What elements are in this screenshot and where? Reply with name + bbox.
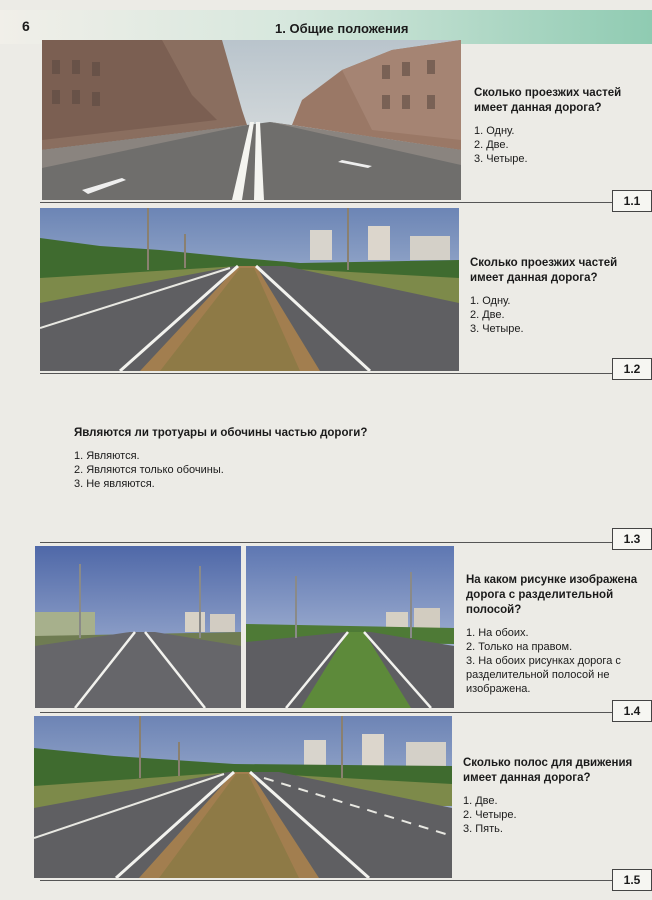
answer-option: 3. Четыре. [470,323,524,335]
answer-option: 2. Только на правом. [466,641,573,653]
answer-option: 3. Пять. [463,823,503,835]
divider [40,542,615,543]
question-text: Сколько проезжих частей имеет данная дорога? [474,87,622,114]
answer-option: 1. На обоих. [466,627,529,639]
question-1-1 [474,86,644,166]
divider [40,202,615,203]
answer-option: 3. Четыре. [474,153,528,165]
question-1-4 [466,573,642,696]
answer-option: 2. Являются только обочины. [74,464,224,476]
question-1-3 [74,426,494,491]
answer-option: 1. Две. [463,795,498,807]
photo-divided-road [40,208,459,371]
question-number: 1.4 [612,700,652,722]
question-number: 1.1 [612,190,652,212]
photo-road-lanes [34,716,452,878]
answer-option: 1. Одну. [474,125,515,137]
photo-road-right [246,546,454,708]
photo-city-street [42,40,461,200]
question-1-5 [463,756,639,836]
photo-road-left [35,546,241,708]
answer-option: 1. Являются. [74,450,140,462]
answer-option: 2. Две. [474,139,509,151]
question-text: Являются ли тротуары и обочины частью дороги? [74,427,368,439]
divider [40,880,615,881]
answer-option: 3. Не являются. [74,478,155,490]
question-number: 1.5 [612,869,652,891]
question-text: Сколько проезжих частей имеет данная дорога? [470,257,618,284]
question-text: На каком рисунке изображена дорога с разделительной полосой? [466,574,638,616]
question-1-2 [470,256,640,336]
question-number: 1.3 [612,528,652,550]
page-header [0,10,652,44]
divider [40,373,615,374]
divider [40,712,615,713]
page-number: 6 [22,18,30,34]
answer-option: 2. Две. [470,309,505,321]
question-number: 1.2 [612,358,652,380]
chapter-title: 1. Общие положения [275,21,409,36]
answer-option: 1. Одну. [470,295,511,307]
answer-option: 2. Четыре. [463,809,517,821]
answer-option: 3. На обоих рисунках дорога с разделительной полосой не изображена. [466,655,621,695]
question-text: Сколько полос для движения имеет данная дорога? [463,757,633,784]
